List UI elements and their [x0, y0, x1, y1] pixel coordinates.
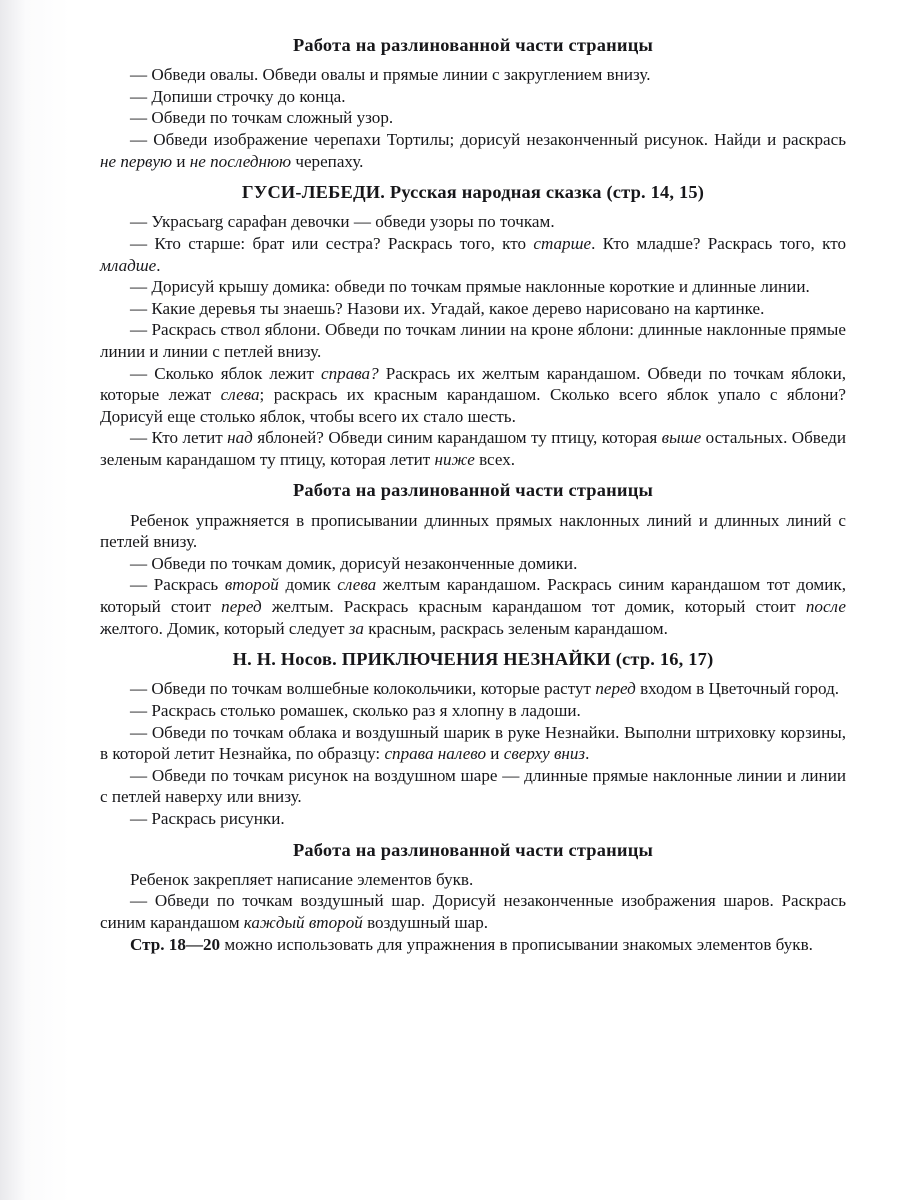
emphasis-not-first: не первую	[100, 151, 173, 171]
emphasis-every-second: каждый второй	[243, 912, 363, 932]
note-child-practices-lines	[100, 510, 846, 553]
instruction-draw-roof	[100, 276, 846, 298]
instruction-text: — Какие деревья ты знаешь? Назови их. Угадай, какое дерево нарисовано на картинке.	[130, 298, 765, 318]
section-spacer	[100, 830, 846, 839]
instruction-text: — Раскрась	[130, 575, 225, 595]
note-text: Ребенок упражняется в прописывании длинных прямых наклонных линий и длинных линий с петлей внизу.	[100, 510, 846, 552]
instruction-text-cont: Раскрась их желтым карандашом. Обведи по точкам яблоки, которые лежат	[100, 363, 847, 405]
instruction-text: — Обведи по точкам облака и воздушный шарик в руке Незнайки. Выполни штриховку корзины, в которой летит Незнайка, по образцу:	[100, 722, 846, 764]
heading-ruled-work-1: Работа на разлинованной части страницы	[292, 35, 654, 55]
instruction-text: — Обведи изображение черепахи Тортилы; дорисуй незаконченный рисунок. Найди и раскрась	[130, 129, 846, 149]
heading-pages: (стр. 16, 17)	[610, 649, 714, 670]
page-content	[100, 34, 846, 955]
instruction-text: — Обведи по точкам волшебные колокольчики, которые растут	[130, 679, 596, 699]
emphasis-second: второй	[224, 575, 279, 595]
emphasis-after: после	[805, 597, 846, 617]
emphasis-older: старше	[533, 233, 592, 253]
instruction-text: — Раскрась ствол яблони. Обведи по точкам линии на кроне яблони: длинные наклонные прямые линии и линии с петлей внизу.	[100, 320, 846, 361]
instruction-color-houses-order	[100, 574, 846, 639]
instruction-trace-house	[100, 553, 846, 575]
instruction-text-end: .	[156, 255, 161, 275]
note-child-consolidates-letters	[100, 869, 846, 891]
note-text: можно использовать для упражнения в прописывании знакомых элементов букв.	[220, 934, 813, 954]
instruction-text-c: домик	[278, 575, 338, 595]
instruction-text-cont: . Кто младше? Раскрась того, кто	[591, 233, 846, 253]
instruction-trace-pattern	[100, 107, 846, 129]
instruction-text-i: желтого. Домик, который следует	[100, 618, 349, 638]
instruction-trace-clouds-balloon	[100, 722, 846, 765]
instruction-text: — Допиши строчку до конца.	[130, 86, 346, 106]
heading-book-title: ПРИКЛЮЧЕНИЯ НЕЗНАЙКИ	[336, 649, 611, 670]
instruction-color-daisies	[100, 700, 846, 722]
instruction-text-end: ; раскрась их красным карандашом. Сколько всего яблок упало с яблони? Дорисуй еще столько яблок, чтобы всего их стало шесть.	[100, 385, 846, 426]
instruction-trace-air-balloon	[100, 890, 846, 933]
instruction-text: — Обведи овалы. Обведи овалы и прямые линии с закруглением внизу.	[130, 65, 651, 85]
section-spacer	[100, 470, 846, 479]
instruction-text: — Раскрась рисунки.	[130, 808, 285, 828]
instruction-text-end: .	[585, 744, 590, 764]
instruction-birds-above-below	[100, 427, 846, 470]
instruction-text-cont: яблоней? Обведи синим карандашом ту птицу, которая	[252, 428, 662, 448]
note-text: Ребенок закрепляет написание элементов букв.	[130, 869, 474, 889]
heading-author: Н. Н. Носов.	[232, 649, 337, 670]
emphasis-left: слева	[220, 385, 260, 405]
instruction-text: — Украсьarg сарафан девочки — обведи узоры по точкам.	[130, 212, 555, 232]
instruction-text-g: желтым. Раскрась красным карандашом тот домик, который стоит	[261, 597, 806, 617]
instruction-text-end: черепаху.	[291, 151, 364, 171]
instruction-text: — Обведи по точкам рисунок на воздушном шаре — длинные прямые наклонные линии и линии с петлей наверху или внизу.	[100, 765, 846, 807]
emphasis-above: над	[227, 428, 253, 448]
emphasis-lower: ниже	[434, 449, 475, 469]
emphasis-not-last: не последнюю	[189, 151, 292, 171]
section-spacer	[100, 172, 846, 181]
instruction-text: — Обведи по точкам домик, дорисуй незаконченные домики.	[130, 553, 578, 573]
emphasis-right: справа?	[321, 363, 379, 383]
emphasis-from-left: слева	[337, 575, 377, 595]
emphasis-follows: за	[348, 618, 364, 638]
heading-gusi-lebedi	[100, 181, 846, 204]
heading-tale-subtitle: Русская народная сказка (стр. 14, 15)	[385, 182, 705, 203]
instruction-color-apple-trunk	[100, 319, 846, 362]
instruction-text-end: входом в Цветочный город.	[635, 679, 840, 699]
section-spacer	[100, 639, 846, 648]
instruction-count-apples	[100, 363, 846, 428]
emphasis-right-to-left: справа налево	[384, 744, 487, 764]
instruction-color-pictures	[100, 808, 846, 830]
heading-ruled-work-3: Работа на разлинованной части страницы	[292, 839, 654, 860]
instruction-text-e: желтым карандашом. Раскрась синим карандашом тот домик, который стоит	[100, 575, 846, 617]
instruction-text: — Кто старше: брат или сестра? Раскрась того, кто	[130, 233, 534, 253]
instruction-text: — Обведи по точкам воздушный шар. Дорисуй незаконченные изображения шаров. Раскрась синим карандашом	[100, 891, 846, 932]
instruction-text-cont2: остальных. Обведи зеленым карандашом ту птицу, которая летит	[100, 428, 846, 469]
instruction-trace-ovals	[100, 64, 846, 86]
heading-ruled-work-2: Работа на разлинованной части страницы	[292, 480, 654, 501]
instruction-text-end: воздушный шар.	[362, 912, 489, 932]
note-pages-18-20	[100, 934, 846, 956]
instruction-text-end: красным, раскрась зеленым карандашом.	[363, 618, 668, 638]
emphasis-younger: младше	[100, 255, 157, 275]
emphasis-higher: выше	[661, 428, 702, 448]
instruction-text: — Обведи по точкам сложный узор.	[130, 108, 394, 128]
emphasis-before-entrance: перед	[595, 679, 636, 699]
emphasis-before: перед	[221, 597, 262, 617]
instruction-text: — Дорисуй крышу домика: обведи по точкам прямые наклонные короткие и длинные линии.	[130, 277, 810, 297]
instruction-turtle-tortila	[100, 129, 846, 172]
instruction-text: — Кто летит	[130, 428, 228, 448]
instruction-text-cont: и	[172, 151, 190, 171]
instruction-text: — Сколько яблок лежит	[130, 363, 322, 383]
instruction-decorate-sarafan	[100, 211, 846, 233]
instruction-text-end: всех.	[474, 449, 516, 469]
instruction-trace-balloon-pattern	[100, 765, 846, 808]
emphasis-top-to-bottom: сверху вниз	[503, 744, 586, 764]
instruction-older-younger	[100, 233, 846, 276]
heading-tale-title: ГУСИ-ЛЕБЕДИ.	[241, 182, 386, 203]
instruction-text: — Раскрась столько ромашек, сколько раз я хлопну в ладоши.	[130, 701, 581, 720]
heading-nosov-neznaika	[100, 648, 846, 671]
instruction-name-trees	[100, 298, 846, 320]
instruction-finish-line	[100, 86, 846, 108]
pages-range-label: Стр. 18—20	[130, 934, 221, 954]
instruction-text-cont: и	[486, 744, 504, 764]
instruction-trace-bluebells	[100, 678, 846, 700]
